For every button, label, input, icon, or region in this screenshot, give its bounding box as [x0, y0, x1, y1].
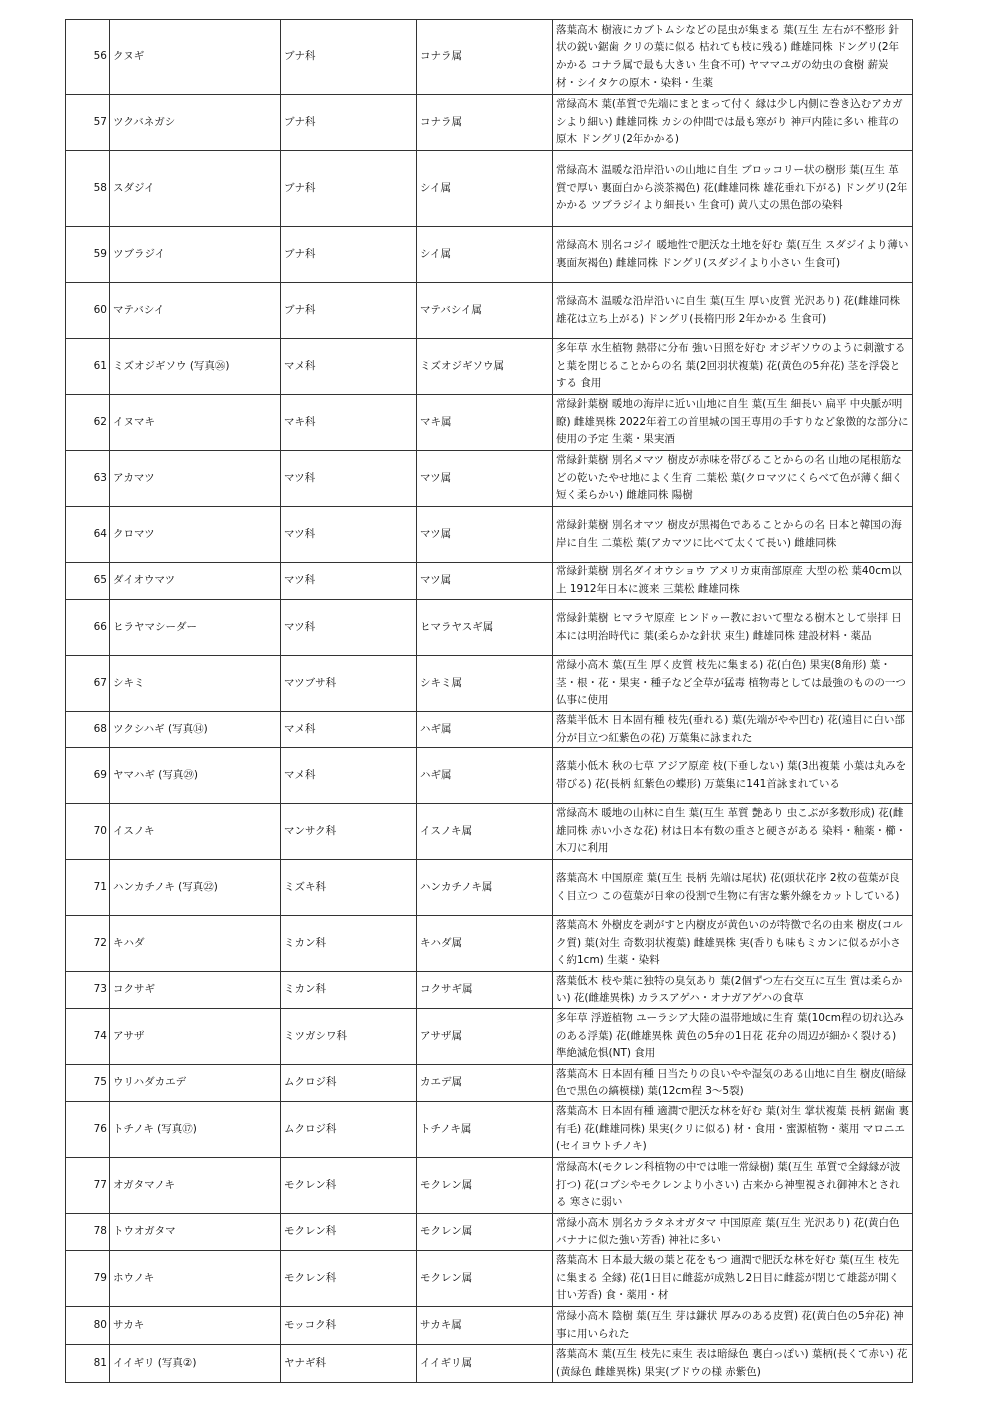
table-row — [66, 748, 913, 804]
plant-family: マメ科 — [281, 339, 417, 395]
plant-genus: カエデ属 — [417, 1065, 553, 1102]
plant-name: マテバシイ — [110, 283, 281, 339]
plant-description: 常緑高木 温暖な沿岸沿いの山地に自生 ブロッコリー状の樹形 葉(互生 革質で厚い 裏面白から淡茶褐色) 花(雌雄同株 雄花垂れ下がる) ドングリ(2年かかる ツブラジイより細長い 生食可) 黄八丈の黒色部の染料 — [553, 151, 913, 227]
plant-family: マツ科 — [281, 451, 417, 507]
plant-genus: ハギ属 — [417, 712, 553, 748]
plant-name: ミズオジギソウ (写真㉖) — [110, 339, 281, 395]
plant-family: ミズキ科 — [281, 860, 417, 916]
row-number: 76 — [66, 1102, 110, 1158]
plant-description: 常緑針葉樹 ヒマラヤ原産 ヒンドゥー教において聖なる樹木として崇拝 日本には明治時代に 葉(柔らかな針状 束生) 雌雄同株 建設材料・薬品 — [553, 600, 913, 656]
plant-description: 落葉高木 日本固有種 適潤で肥沃な林を好む 葉(対生 掌状複葉 長柄 鋸歯 裏有毛) 花(雌雄同株) 果実(クリに似る) 材・食用・蜜源植物・薬用 マロニエ(セイヨウトチノキ) — [553, 1102, 913, 1158]
plant-description: 常緑針葉樹 別名オマツ 樹皮が黒褐色であることからの名 日本と韓国の海岸に自生 二葉松 葉(アカマツに比べて太くて長い) 雌雄同株 — [553, 507, 913, 563]
plant-family: モクレン科 — [281, 1158, 417, 1214]
plant-name: サカキ — [110, 1307, 281, 1345]
plant-description: 常緑高木 温暖な沿岸沿いに自生 葉(互生 厚い皮質 光沢あり) 花(雌雄同株 雄花は立ち上がる) ドングリ(長楕円形 2年かかる 生食可) — [553, 283, 913, 339]
plant-name: クヌギ — [110, 20, 281, 95]
table-row — [66, 1065, 913, 1102]
table-row — [66, 1345, 913, 1383]
plant-description: 常緑高木 葉(革質で先端にまとまって付く 縁は少し内側に巻き込むアカガシより細い) 雌雄同株 カシの仲間では最も寒がり 神戸内陸に多い 椎茸の原木 ドングリ(2年かかる) — [553, 95, 913, 151]
plant-name: コクサギ — [110, 972, 281, 1009]
plant-genus: マツ属 — [417, 563, 553, 600]
plant-description: 常緑小高木 葉(互生 厚く皮質 枝先に集まる) 花(白色) 果実(8角形) 葉・茎・根・花・果実・種子など全草が猛毒 植物毒としては最強のものの一つ 仏事に使用 — [553, 656, 913, 712]
plant-family: ブナ科 — [281, 151, 417, 227]
plant-family: モクレン科 — [281, 1251, 417, 1307]
plant-name: イスノキ — [110, 804, 281, 860]
table-row — [66, 339, 913, 395]
plant-description: 落葉高木 日本固有種 日当たりの良いやや湿気のある山地に自生 樹皮(暗緑色で黒色の縞模様) 葉(12cm程 3〜5裂) — [553, 1065, 913, 1102]
plant-family: ブナ科 — [281, 283, 417, 339]
plant-name: ヤマハギ (写真㉙) — [110, 748, 281, 804]
plant-family: ムクロジ科 — [281, 1065, 417, 1102]
plant-description: 常緑針葉樹 暖地の海岸に近い山地に自生 葉(互生 細長い 扁平 中央脈が明瞭) 雌雄異株 2022年着工の首里城の国王専用の手すりなど象徴的な部分に使用の予定 生薬・果実酒 — [553, 395, 913, 451]
plant-genus: ハンカチノキ属 — [417, 860, 553, 916]
plant-genus: ミズオジギソウ属 — [417, 339, 553, 395]
plant-name: アサザ — [110, 1009, 281, 1065]
plant-family: ミカン科 — [281, 916, 417, 972]
table-row — [66, 395, 913, 451]
table-row — [66, 283, 913, 339]
plant-name: トウオガタマ — [110, 1214, 281, 1251]
row-number: 66 — [66, 600, 110, 656]
plant-genus: マツ属 — [417, 507, 553, 563]
row-number: 65 — [66, 563, 110, 600]
plant-name: ホウノキ — [110, 1251, 281, 1307]
plant-name: ヒラヤマシーダー — [110, 600, 281, 656]
row-number: 79 — [66, 1251, 110, 1307]
row-number: 69 — [66, 748, 110, 804]
row-number: 57 — [66, 95, 110, 151]
plant-family: マンサク科 — [281, 804, 417, 860]
row-number: 60 — [66, 283, 110, 339]
row-number: 70 — [66, 804, 110, 860]
plant-genus: アサザ属 — [417, 1009, 553, 1065]
plant-name: シキミ — [110, 656, 281, 712]
plant-name: ダイオウマツ — [110, 563, 281, 600]
row-number: 62 — [66, 395, 110, 451]
plant-genus: マツ属 — [417, 451, 553, 507]
plant-name: ツクシハギ (写真⑭) — [110, 712, 281, 748]
plant-genus: モクレン属 — [417, 1214, 553, 1251]
table-row — [66, 656, 913, 712]
plant-genus: シイ属 — [417, 151, 553, 227]
row-number: 77 — [66, 1158, 110, 1214]
table-row — [66, 507, 913, 563]
plant-family: ブナ科 — [281, 20, 417, 95]
table-row — [66, 1214, 913, 1251]
plant-genus: トチノキ属 — [417, 1102, 553, 1158]
plant-name: スダジイ — [110, 151, 281, 227]
plant-genus: マテバシイ属 — [417, 283, 553, 339]
table-row — [66, 563, 913, 600]
plant-genus: イイギリ属 — [417, 1345, 553, 1383]
plant-genus: サカキ属 — [417, 1307, 553, 1345]
plant-description: 落葉小低木 秋の七草 アジア原産 枝(下垂しない) 葉(3出複葉 小葉は丸みを帯びる) 花(長柄 紅紫色の蝶形) 万葉集に141首詠まれている — [553, 748, 913, 804]
plant-name: ツクバネガシ — [110, 95, 281, 151]
row-number: 58 — [66, 151, 110, 227]
plant-genus: コクサギ属 — [417, 972, 553, 1009]
plant-genus: キハダ属 — [417, 916, 553, 972]
plant-description: 常緑小高木 陰樹 葉(互生 芽は鎌状 厚みのある皮質) 花(黄白色の5弁花) 神事に用いられた — [553, 1307, 913, 1345]
plant-family: ムクロジ科 — [281, 1102, 417, 1158]
plant-description: 落葉高木 日本最大級の葉と花をもつ 適潤で肥沃な林を好む 葉(互生 枝先に集まる 全縁) 花(1日目に雌蕊が成熟し2日目に雌蕊が閉じて雄蕊が開く 甘い芳香) 食・薬用・材 — [553, 1251, 913, 1307]
table-row — [66, 1251, 913, 1307]
plant-genus: シイ属 — [417, 227, 553, 283]
table-row — [66, 916, 913, 972]
plant-name: ツブラジイ — [110, 227, 281, 283]
table-row — [66, 804, 913, 860]
plant-genus: ハギ属 — [417, 748, 553, 804]
plant-family: マメ科 — [281, 712, 417, 748]
plant-description: 常緑高木 暖地の山林に自生 葉(互生 革質 艶あり 虫こぶが多数形成) 花(雌雄同株 赤い小さな花) 材は日本有数の重さと硬さがある 染料・釉薬・櫛・木刀に利用 — [553, 804, 913, 860]
plant-description: 落葉高木 外樹皮を剥がすと内樹皮が黄色いのが特徴で名の由来 樹皮(コルク質) 葉(対生 奇数羽状複葉) 雌雄異株 実(香りも味もミカンに似るが小さく約1cm) 生薬・染料 — [553, 916, 913, 972]
row-number: 56 — [66, 20, 110, 95]
plant-genus: ヒマラヤスギ属 — [417, 600, 553, 656]
row-number: 72 — [66, 916, 110, 972]
plant-genus: コナラ属 — [417, 95, 553, 151]
table-row — [66, 972, 913, 1009]
row-number: 80 — [66, 1307, 110, 1345]
row-number: 74 — [66, 1009, 110, 1065]
table-row — [66, 227, 913, 283]
plant-family: ミカン科 — [281, 972, 417, 1009]
plant-description: 落葉高木 葉(互生 枝先に束生 表は暗緑色 裏白っぽい) 葉柄(長くて赤い) 花(黄緑色 雌雄異株) 果実(ブドウの様 赤紫色) — [553, 1345, 913, 1383]
plant-name: クロマツ — [110, 507, 281, 563]
table-row — [66, 151, 913, 227]
row-number: 78 — [66, 1214, 110, 1251]
plant-description: 多年草 浮遊植物 ユーラシア大陸の温帯地域に生育 葉(10cm程の切れ込みのある浮葉) 花(雌雄異株 黄色の5弁の1日花 花弁の周辺が細かく裂ける) 準絶滅危惧(NT) 食用 — [553, 1009, 913, 1065]
plant-description: 常緑小高木 別名カラタネオガタマ 中国原産 葉(互生 光沢あり) 花(黄白色 バナナに似た強い芳香) 神社に多い — [553, 1214, 913, 1251]
row-number: 61 — [66, 339, 110, 395]
table-row — [66, 1158, 913, 1214]
table-row — [66, 451, 913, 507]
table-row — [66, 95, 913, 151]
plant-family: モクレン科 — [281, 1214, 417, 1251]
plant-name: ハンカチノキ (写真㉒) — [110, 860, 281, 916]
row-number: 68 — [66, 712, 110, 748]
plant-table — [65, 19, 913, 1383]
plant-family: ミツガシワ科 — [281, 1009, 417, 1065]
table-row — [66, 860, 913, 916]
plant-description: 常緑高木(モクレン科植物の中では唯一常緑樹) 葉(互生 革質で全縁縁が波打つ) 花(コブシやモクレンより小さい) 古来から神聖視され御神木とされる 寒さに弱い — [553, 1158, 913, 1214]
row-number: 64 — [66, 507, 110, 563]
table-row — [66, 20, 913, 95]
plant-family: マツ科 — [281, 507, 417, 563]
row-number: 73 — [66, 972, 110, 1009]
row-number: 59 — [66, 227, 110, 283]
plant-family: マキ科 — [281, 395, 417, 451]
plant-family: ブナ科 — [281, 227, 417, 283]
plant-description: 落葉高木 中国原産 葉(互生 長柄 先端は尾状) 花(頭状花序 2枚の苞葉が良く目立つ この苞葉が日傘の役割で生物に有害な紫外線をカットしている) — [553, 860, 913, 916]
plant-family: モッコク科 — [281, 1307, 417, 1345]
table-row — [66, 1009, 913, 1065]
plant-description: 常緑針葉樹 別名ダイオウショウ アメリカ東南部原産 大型の松 葉40cm以上 1912年日本に渡来 三葉松 雌雄同株 — [553, 563, 913, 600]
plant-genus: モクレン属 — [417, 1158, 553, 1214]
row-number: 67 — [66, 656, 110, 712]
plant-name: キハダ — [110, 916, 281, 972]
plant-name: イイギリ (写真②) — [110, 1345, 281, 1383]
plant-description: 常緑高木 別名コジイ 暖地性で肥沃な土地を好む 葉(互生 スダジイより薄い 裏面灰褐色) 雌雄同株 ドングリ(スダジイより小さい 生食可) — [553, 227, 913, 283]
plant-name: アカマツ — [110, 451, 281, 507]
table-row — [66, 600, 913, 656]
plant-name: トチノキ (写真⑰) — [110, 1102, 281, 1158]
table-row — [66, 1307, 913, 1345]
plant-description: 常緑針葉樹 別名メマツ 樹皮が赤味を帯びることからの名 山地の尾根筋などの乾いたやせ地によく生育 二葉松 葉(クロマツにくらべて色が薄く細く短く柔らかい) 雌雄同株 陽樹 — [553, 451, 913, 507]
table-row — [66, 1102, 913, 1158]
plant-family: ブナ科 — [281, 95, 417, 151]
plant-genus: モクレン属 — [417, 1251, 553, 1307]
plant-description: 落葉半低木 日本固有種 枝先(垂れる) 葉(先端がやや凹む) 花(遠目に白い部分が目立つ紅紫色の花) 万葉集に詠まれた — [553, 712, 913, 748]
plant-family: マツブサ科 — [281, 656, 417, 712]
plant-genus: イスノキ属 — [417, 804, 553, 860]
row-number: 63 — [66, 451, 110, 507]
plant-name: イヌマキ — [110, 395, 281, 451]
plant-genus: マキ属 — [417, 395, 553, 451]
plant-family: ヤナギ科 — [281, 1345, 417, 1383]
row-number: 81 — [66, 1345, 110, 1383]
row-number: 71 — [66, 860, 110, 916]
plant-description: 多年草 水生植物 熱帯に分布 強い日照を好む オジギソウのように刺激すると葉を閉じることからの名 葉(2回羽状複葉) 花(黄色の5弁花) 茎を浮袋とする 食用 — [553, 339, 913, 395]
plant-genus: コナラ属 — [417, 20, 553, 95]
plant-description: 落葉高木 樹液にカブトムシなどの昆虫が集まる 葉(互生 左右が不整形 針状の鋭い鋸歯 クリの葉に似る 枯れても枝に残る) 雌雄同株 ドングリ(2年かかる コナラ属で最も大きい 生食不可) ヤママユガの幼虫の食樹 薪炭材・シイタケの原木・染料・生薬 — [553, 20, 913, 95]
plant-genus: シキミ属 — [417, 656, 553, 712]
table-row — [66, 712, 913, 748]
plant-family: マツ科 — [281, 563, 417, 600]
plant-family: マツ科 — [281, 600, 417, 656]
row-number: 75 — [66, 1065, 110, 1102]
plant-description: 落葉低木 枝や葉に独特の臭気あり 葉(2個ずつ左右交互に互生 質は柔らかい) 花(雌雄異株) カラスアゲハ・オナガアゲハの食草 — [553, 972, 913, 1009]
plant-table-body — [66, 20, 913, 1383]
plant-name: ウリハダカエデ — [110, 1065, 281, 1102]
plant-family: マメ科 — [281, 748, 417, 804]
plant-name: オガタマノキ — [110, 1158, 281, 1214]
